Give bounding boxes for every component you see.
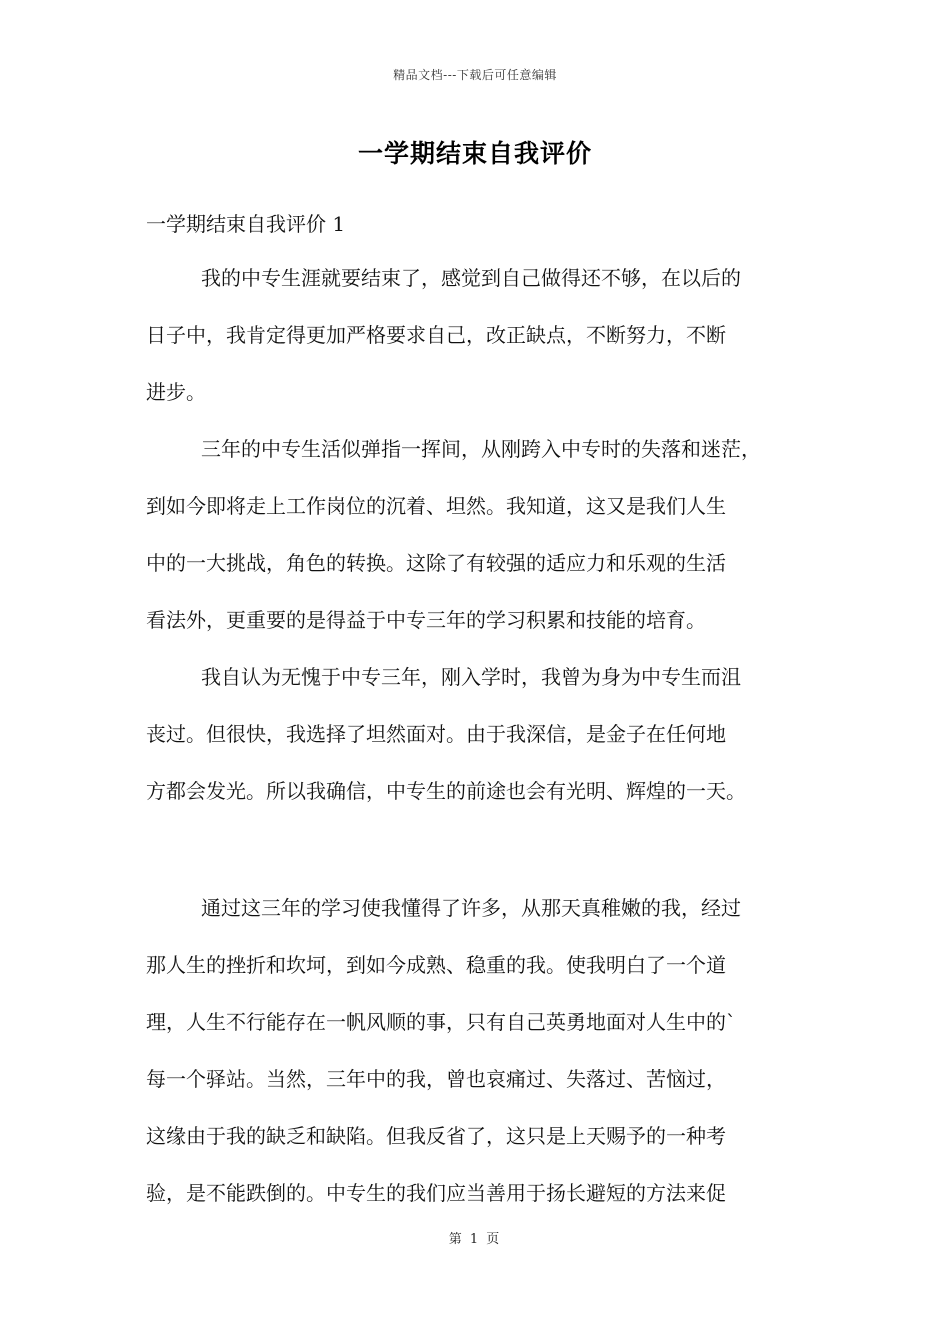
paragraph-4-line-4: 每一个驿站。当然，三年中的我，曾也哀痛过、失落过、苦恼过， bbox=[146, 1067, 726, 1091]
paragraph-1-line-1: 我的中专生涯就要结束了，感觉到自己做得还不够，在以后的 bbox=[201, 266, 741, 290]
paragraph-1-line-2: 日子中，我肯定得更加严格要求自己，改正缺点，不断努力，不断 bbox=[146, 323, 726, 347]
paragraph-2-line-3: 中的一大挑战，角色的转换。这除了有较强的适应力和乐观的生活 bbox=[146, 551, 726, 575]
paragraph-4-line-3: 理，人生不行能存在一帆风顺的事，只有自己英勇地面对人生中的` bbox=[146, 1010, 736, 1034]
paragraph-2-line-2: 到如今即将走上工作岗位的沉着、坦然。我知道，这又是我们人生 bbox=[146, 494, 726, 518]
paragraph-3-line-3: 方都会发光。所以我确信，中专生的前途也会有光明、辉煌的一天。 bbox=[146, 779, 746, 803]
paragraph-2-line-1: 三年的中专生活似弹指一挥间，从刚跨入中专时的失落和迷茫， bbox=[201, 437, 761, 461]
paragraph-4-line-1: 通过这三年的学习使我懂得了许多，从那天真稚嫩的我，经过 bbox=[201, 896, 741, 920]
section-heading: 一学期结束自我评价 1 bbox=[146, 212, 346, 236]
document-title: 一学期结束自我评价 bbox=[357, 139, 592, 168]
page-number: 第 1 页 bbox=[448, 1232, 502, 1247]
page-header: 精品文档---下载后可任意编辑 bbox=[393, 68, 557, 82]
paragraph-4-line-5: 这缘由于我的缺乏和缺陷。但我反省了，这只是上天赐予的一种考 bbox=[146, 1124, 726, 1148]
paragraph-2-line-4: 看法外，更重要的是得益于中专三年的学习积累和技能的培育。 bbox=[146, 608, 706, 632]
paragraph-3-line-1: 我自认为无愧于中专三年，刚入学时，我曾为身为中专生而沮 bbox=[201, 665, 741, 689]
paragraph-1-line-3: 进步。 bbox=[146, 380, 206, 404]
paragraph-3-line-2: 丧过。但很快，我选择了坦然面对。由于我深信，是金子在任何地 bbox=[146, 722, 726, 746]
paragraph-4-line-2: 那人生的挫折和坎坷，到如今成熟、稳重的我。使我明白了一个道 bbox=[146, 953, 726, 977]
paragraph-4-line-6: 验，是不能跌倒的。中专生的我们应当善用于扬长避短的方法来促 bbox=[146, 1181, 726, 1205]
